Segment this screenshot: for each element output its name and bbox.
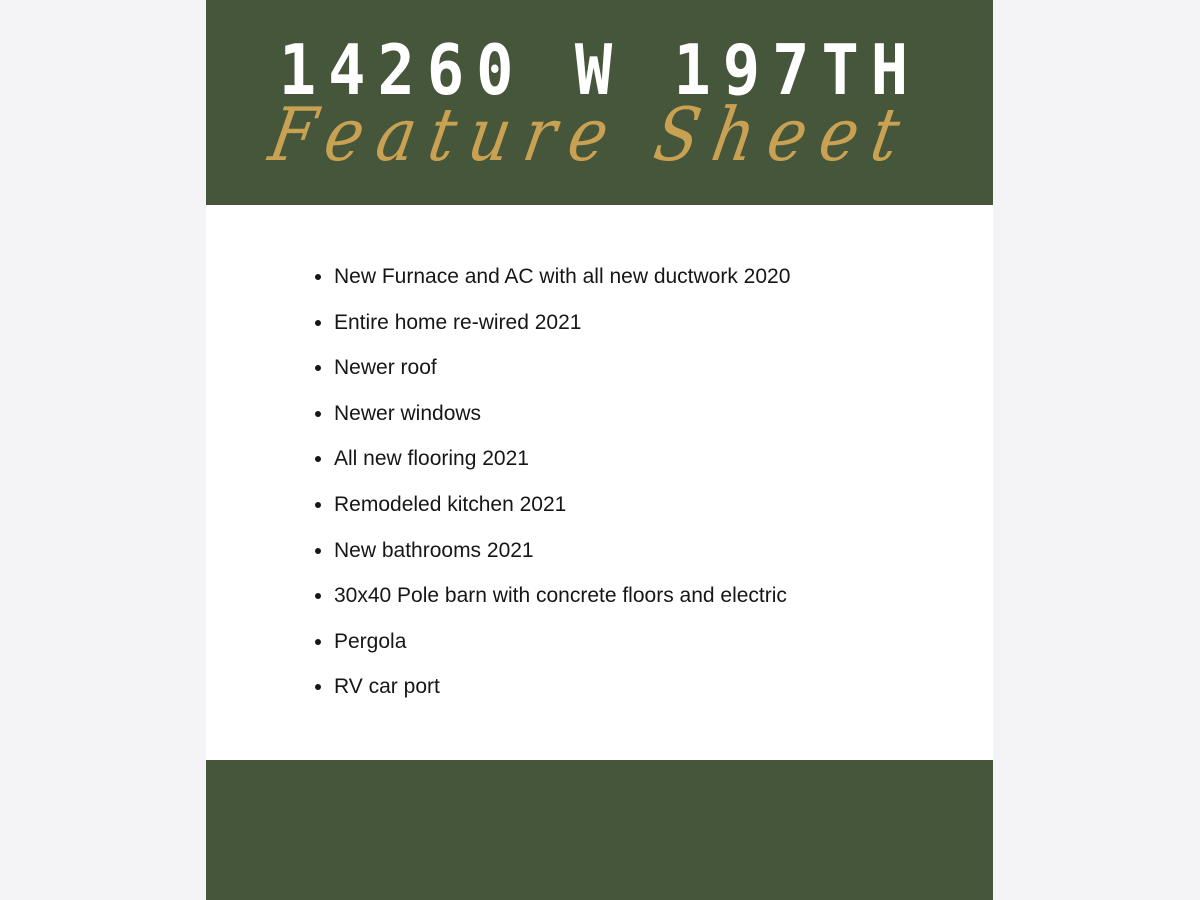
- bullet-icon: [315, 502, 321, 508]
- bullet-icon: [315, 320, 321, 326]
- bullet-icon: [315, 456, 321, 462]
- feature-list: [334, 254, 790, 710]
- feature-item-rewired: [334, 300, 790, 346]
- bullet-icon: [315, 684, 321, 690]
- footer-band: [206, 760, 993, 900]
- feature-text: New bathrooms 2021: [334, 538, 534, 562]
- bullet-icon: [315, 274, 321, 280]
- header-band: [206, 0, 993, 205]
- feature-item-kitchen: [334, 482, 790, 528]
- property-address-title: 14260 W 197TH: [278, 28, 921, 111]
- feature-text: Remodeled kitchen 2021: [334, 492, 567, 516]
- feature-item-rv-car-port: [334, 664, 790, 710]
- feature-text: Newer windows: [334, 401, 482, 425]
- feature-sheet-page: [206, 0, 993, 900]
- feature-sheet-script-title: Feature Sheet: [263, 93, 920, 179]
- feature-item-flooring: [334, 436, 790, 482]
- feature-text: New Furnace and AC with all new ductwork 2020: [334, 265, 791, 288]
- feature-text: Pergola: [334, 629, 407, 653]
- bullet-icon: [315, 593, 321, 599]
- feature-text: All new flooring 2021: [334, 447, 529, 471]
- feature-item-windows: [334, 391, 790, 437]
- bullet-icon: [315, 365, 321, 371]
- bullet-icon: [315, 411, 321, 417]
- feature-item-roof: [334, 345, 790, 391]
- feature-text: 30x40 Pole barn with concrete floors and electric: [334, 584, 787, 608]
- feature-text: RV car port: [334, 675, 440, 699]
- feature-item-pole-barn: [334, 573, 790, 619]
- bullet-icon: [315, 548, 321, 554]
- feature-item-bathrooms: [334, 528, 790, 574]
- feature-item-furnace-ac: [334, 254, 790, 300]
- feature-text: Entire home re-wired 2021: [334, 310, 582, 334]
- bullet-icon: [315, 639, 321, 645]
- feature-item-pergola: [334, 619, 790, 665]
- feature-text: Newer roof: [334, 356, 437, 380]
